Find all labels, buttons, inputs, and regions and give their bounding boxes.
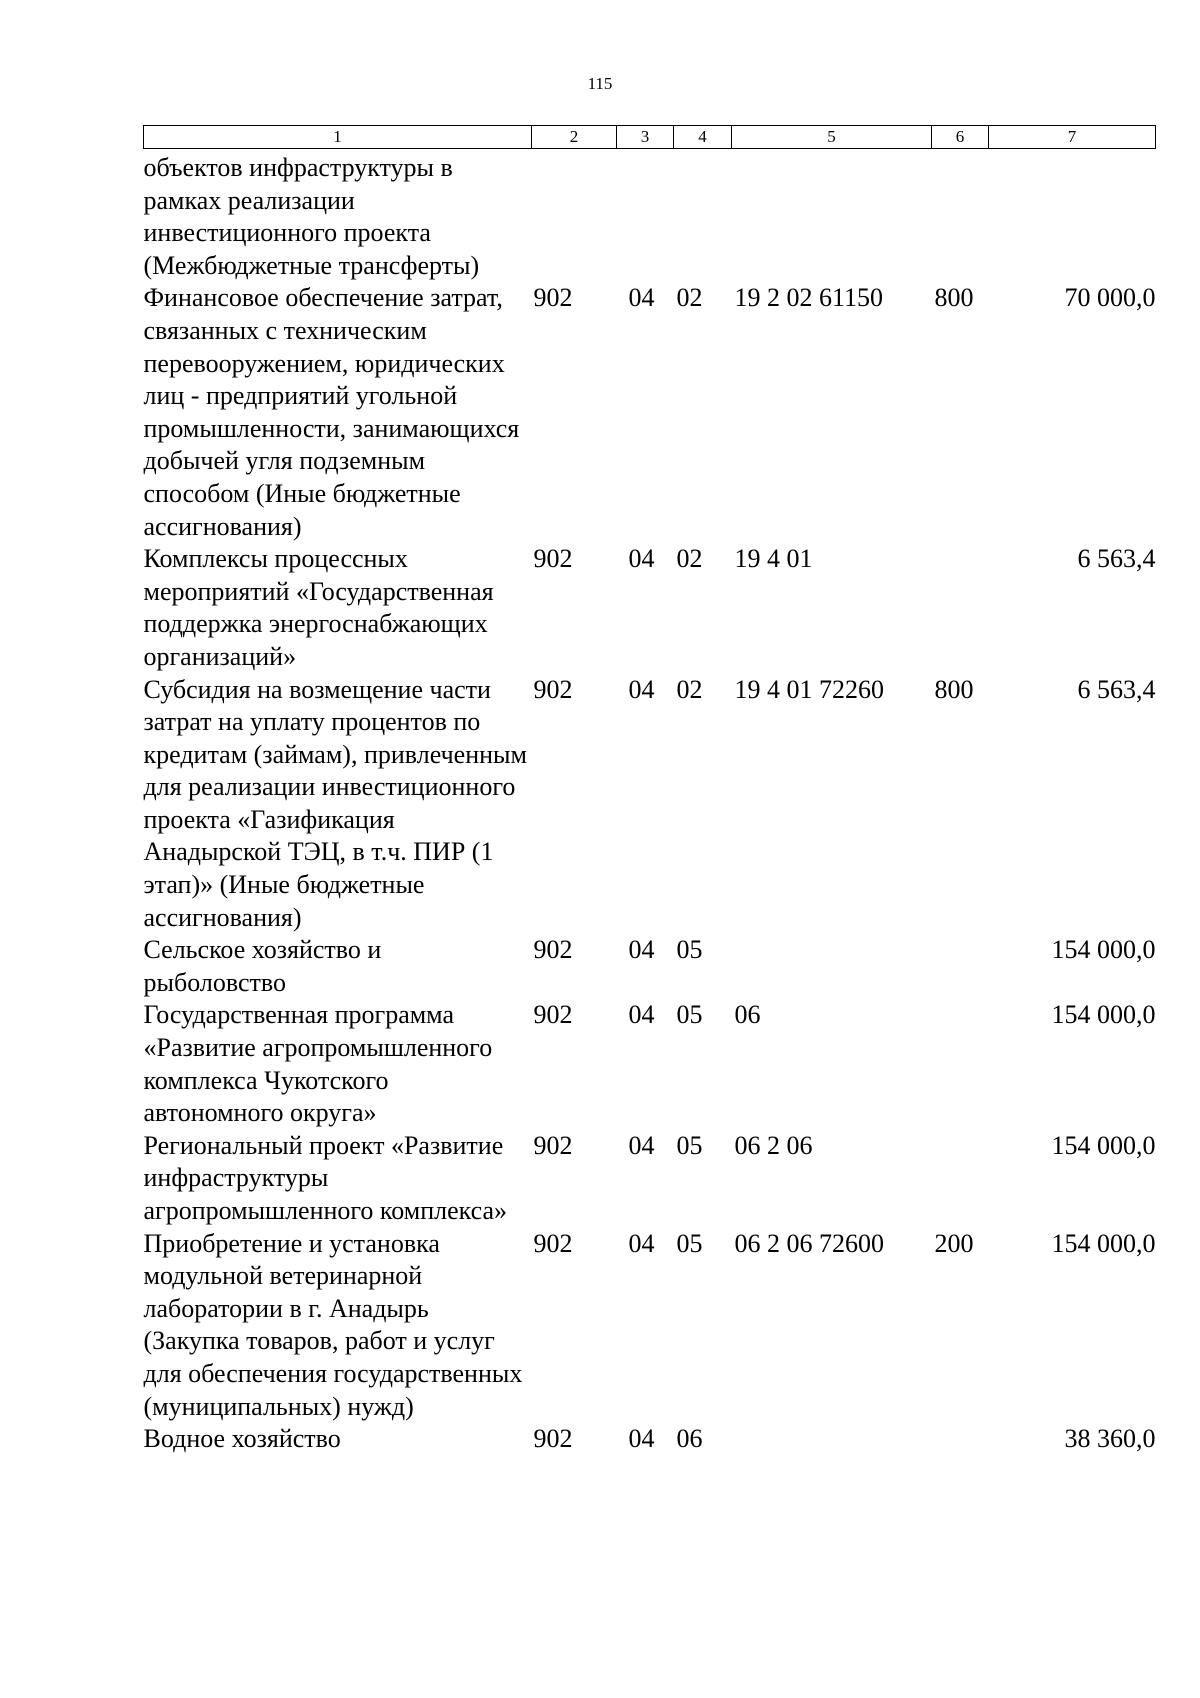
table-row [144,999,1156,1129]
row-target-code [732,1423,932,1456]
row-section-code: 04 [628,674,655,704]
row-admin-code: 902 [533,1130,573,1160]
row-expense-type: 800 [934,283,974,313]
row-admin-code: 902 [533,1000,573,1030]
row-amount: 154 000,0 [1051,1228,1156,1258]
row-expense-type [932,149,989,283]
table-header [144,126,1156,149]
row-name: Субсидия на возмещение части затрат на уплату процентов по кредитам (займам), привлеченным для реализации инвестиционного проекта «Газификация Анадырской ТЭЦ, в т.ч. ПИР (1 этап)» (Иные бюджетные ассигнования) [143,674,527,932]
row-expense-type: 800 [934,674,974,704]
row-admin-code: 902 [533,674,573,704]
column-number-6: 6 [932,126,989,149]
row-target-code: 06 2 06 72600 [734,1228,884,1258]
row-expense-type [932,934,989,999]
table-row [144,1423,1156,1456]
table-row [144,1130,1156,1228]
row-subsection-code: 06 [676,1424,703,1454]
table-row [144,543,1156,673]
row-name: Сельское хозяйство и рыболовство [143,935,382,997]
row-name: Приобретение и установка модульной ветеринарной лаборатории в г. Анадырь (Закупка товаров, работ и услуг для обеспечения государственных (муниципальных) нужд) [143,1228,523,1421]
row-amount: 6 563,4 [1077,544,1156,574]
budget-table [143,125,1156,1456]
row-expense-type: 200 [934,1228,974,1258]
page-number: 115 [587,74,613,93]
row-amount: 154 000,0 [1051,1000,1156,1030]
table-row [144,674,1156,935]
row-section-code: 04 [628,1424,655,1454]
row-target-code: 19 4 01 [734,544,813,574]
row-target-code: 19 2 02 61150 [734,283,884,313]
column-number-3: 3 [617,126,674,149]
column-number-7: 7 [989,126,1156,149]
row-subsection-code: 05 [676,1000,703,1030]
column-number-1: 1 [144,126,532,149]
table-row [144,282,1156,543]
row-subsection-code: 02 [676,674,703,704]
column-number-2: 2 [532,126,617,149]
column-number-4: 4 [674,126,732,149]
table-body [144,149,1156,1456]
row-section-code: 04 [628,1130,655,1160]
row-expense-type [932,1423,989,1456]
row-expense-type [932,543,989,673]
row-admin-code: 902 [533,1424,573,1454]
row-expense-type [932,1130,989,1228]
row-name: Финансовое обеспечение затрат, связанных с техническим перевооружением, юридических лиц - предприятий угольной промышленности, занимающихся добычей угля подземным способом (Иные бюджетные ассигнования) [143,283,520,541]
table-row [144,934,1156,999]
row-name: объектов инфраструктуры в рамках реализации инвестиционного проекта (Межбюджетные трансферты) [143,153,480,280]
row-amount: 154 000,0 [1051,935,1156,965]
table-row [144,149,1156,283]
row-section-code: 04 [628,544,655,574]
table-row [144,1228,1156,1424]
column-number-5: 5 [732,126,932,149]
row-target-code: 06 2 06 [734,1130,813,1160]
row-subsection-code: 05 [676,1228,703,1258]
row-target-code: 06 [734,1000,761,1030]
row-expense-type [932,999,989,1129]
row-section-code: 04 [628,283,655,313]
row-admin-code: 902 [533,544,573,574]
row-amount: 70 000,0 [1064,283,1156,313]
row-subsection-code: 02 [676,544,703,574]
row-amount: 154 000,0 [1051,1130,1156,1160]
row-subsection-code: 05 [676,1130,703,1160]
row-name: Региональный проект «Развитие инфраструктуры агропромышленного комплекса» [143,1130,508,1225]
row-target-code: 19 4 01 72260 [734,674,884,704]
row-name: Государственная программа «Развитие агропромышленного комплекса Чукотского автономного округа» [143,1000,493,1128]
row-name: Водное хозяйство [143,1424,341,1454]
row-name: Комплексы процессных мероприятий «Государственная поддержка энергоснабжающих организаций» [143,544,494,671]
row-target-code [732,934,932,999]
row-subsection-code: 05 [676,935,703,965]
row-admin-code: 902 [533,283,573,313]
row-amount [989,149,1156,283]
row-admin-code: 902 [533,935,573,965]
column-number-row [144,126,1156,149]
row-section-code: 04 [628,935,655,965]
row-admin-code [532,149,617,283]
row-target-code [732,149,932,283]
row-subsection-code: 02 [676,283,703,313]
row-section-code: 04 [628,1228,655,1258]
row-section-code [617,149,674,283]
row-admin-code: 902 [533,1228,573,1258]
row-subsection-code [674,149,732,283]
row-section-code: 04 [628,1000,655,1030]
row-amount: 6 563,4 [1077,674,1156,704]
row-amount: 38 360,0 [1064,1424,1156,1454]
